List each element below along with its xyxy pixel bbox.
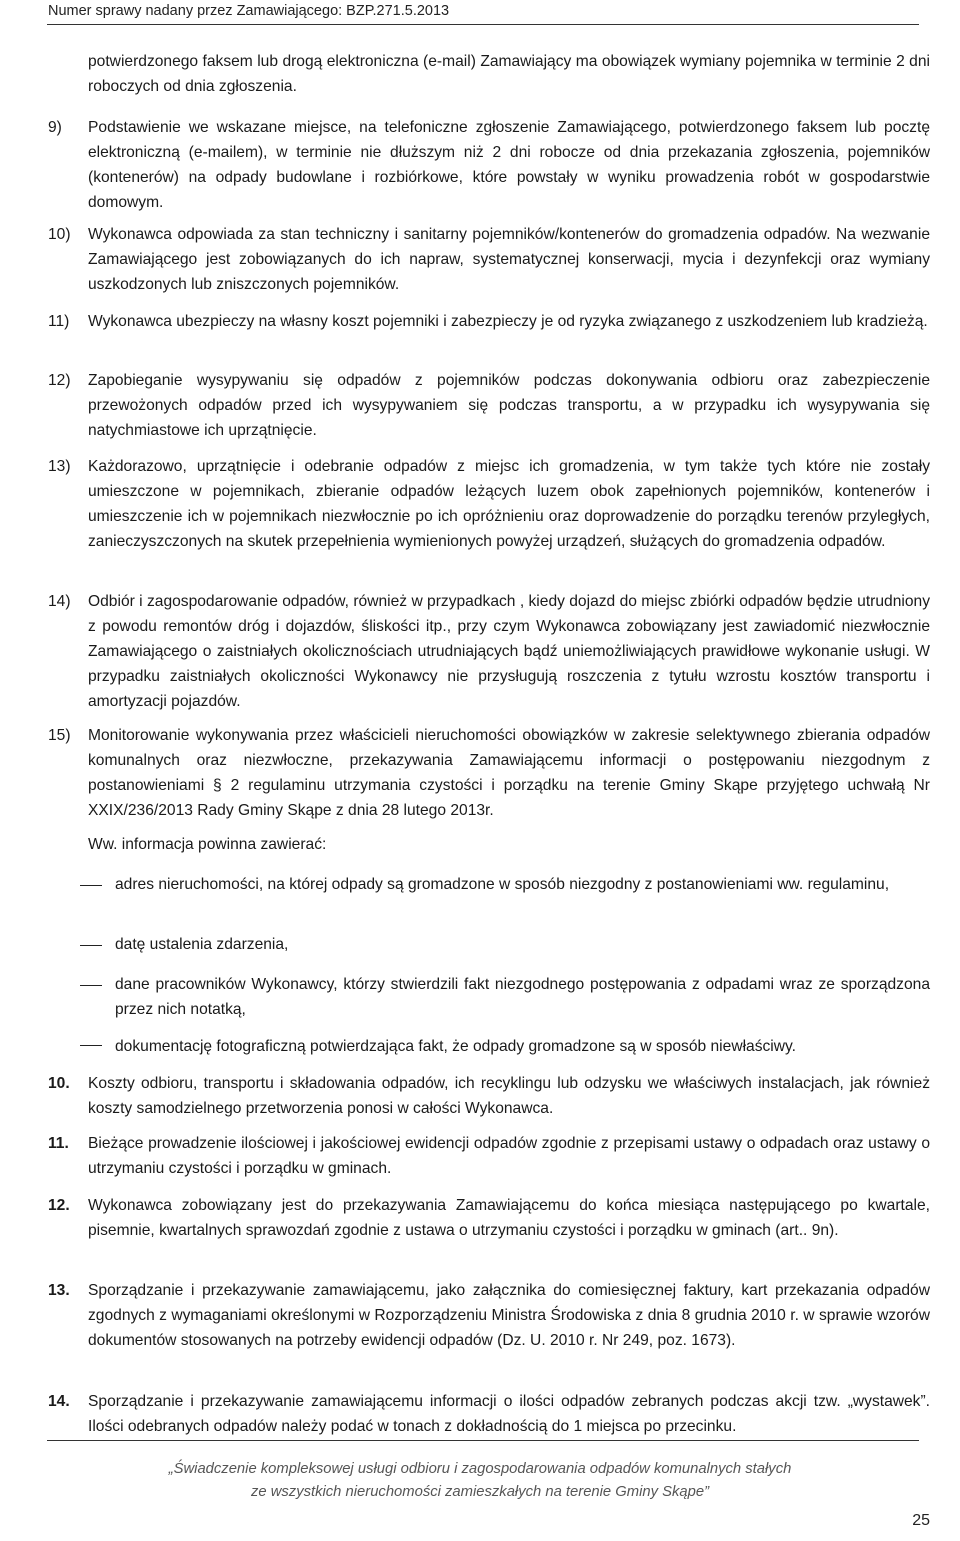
item-number: 11. [48, 1135, 69, 1152]
list-item: dane pracowników Wykonawcy, którzy stwierdzili fakt niezgodnego postępowania z odpadami wraz ze sporządzona przez nich notatką, [115, 976, 930, 1018]
item-text: Sporządzanie i przekazywanie zamawiającemu, jako załącznika do comiesięcznej faktury, kart przekazania odpadów zgodnych z wymaganiami określonymi w Rozporządzeniu Ministra Środowiska z dnia 8 grudnia 2010 r. w sprawie wzorów dokumentów stosowanych na potrzeby ewidencji odpadów (Dz. U. 2010 r. Nr 249, poz. 1673). [88, 1282, 930, 1349]
item-number: 15) [48, 727, 71, 744]
page-number: 25 [912, 1512, 930, 1529]
item-text: Bieżące prowadzenie ilościowej i jakościowej ewidencji odpadów zgodnie z przepisami ustawy o odpadach oraz ustawy o utrzymaniu czystości i porządku w gminach. [88, 1135, 930, 1177]
list-item: adres nieruchomości, na której odpady są gromadzone w sposób niezgodny z postanowieniami ww. regulaminu, [115, 876, 890, 893]
item-text: Wykonawca ubezpieczy na własny koszt pojemniki i zabezpieczy je od ryzyka związanego z uszkodzeniem lub kradzieżą. [88, 313, 928, 330]
item-number: 13. [48, 1282, 70, 1299]
item-text: Zapobieganie wysypywaniu się odpadów z pojemników podczas dokonywania odbioru oraz zabezpieczenie przewożonych odpadów przed ich wysypywaniem się podczas transportu, a w przypadku ich wysypywania się natychmiastowe ich uprzątnięcie. [88, 372, 930, 439]
paragraph-continuation: potwierdzonego faksem lub drogą elektroniczna (e-mail) Zamawiający ma obowiązek wymiany pojemnika w terminie 2 dni roboczych od dnia zgłoszenia. [88, 53, 930, 95]
item-number: 14) [48, 593, 71, 610]
item-number: 14. [48, 1393, 70, 1410]
item-text: Sporządzanie i przekazywanie zamawiającemu informacji o ilości odpadów zebranych podczas akcji tzw. „wystawek”. Ilości odebranych odpadów należy podać w tonach z dokładnością do 1 miejsca po przecinku. [88, 1393, 930, 1435]
info-intro: Ww. informacja powinna zawierać: [88, 836, 327, 853]
item-number: 9) [48, 119, 62, 136]
footer-line-1: „Świadczenie kompleksowej usługi odbioru i zagospodarowania odpadów komunalnych stałych [168, 1461, 792, 1477]
header-divider [47, 24, 919, 25]
dash-bullet-icon [80, 885, 102, 886]
item-number: 12. [48, 1197, 70, 1214]
item-number: 11) [48, 313, 70, 330]
footer-line-2: ze wszystkich nieruchomości zamieszkałych na terenie Gminy Skąpe” [250, 1484, 710, 1500]
item-text: Monitorowanie wykonywania przez właścicieli nieruchomości obowiązków w zakresie selektywnego zbierania odpadów komunalnych oraz niezwłoczne, przekazywania Zamawiającemu informacji o postępowaniu niezgodnym z postanowieniami § 2 regulaminu utrzymania czystości i porządku na terenie Gminy Skąpe przyjętego uchwałą Nr XXIX/236/2013 Rady Gminy Skąpe z dnia 28 lutego 2013r. [88, 727, 930, 819]
dash-bullet-icon [80, 985, 102, 986]
item-number: 10. [48, 1075, 70, 1092]
item-text: Każdorazowo, uprzątnięcie i odebranie odpadów z miejsc ich gromadzenia, w tym także tych które nie zostały umieszczone w pojemnikach, zbieranie odpadów leżących luzem obok zapełnionych pojemników, kontenerów i umieszczenie ich w pojemnikach niezwłocznie po ich opróżnieniu oraz doprowadzenie do porządku terenów przyległych, zanieczyszczonych na skutek przepełnienia wymienionych powyżej urządzeń, służących do gromadzenia odpadów. [88, 458, 930, 550]
item-text: Wykonawca odpowiada za stan techniczny i sanitarny pojemników/kontenerów do gromadzenia odpadów. Na wezwanie Zamawiającego jest zobowiązanych do ich napraw, systematycznej konserwacji, mycia i dezynfekcji oraz wymiany uszkodzonych lub zniszczonych pojemników. [88, 226, 930, 293]
item-text: Koszty odbioru, transportu i składowania odpadów, ich recyklingu lub odzysku we właściwych instalacjach, jak również koszty samodzielnego przetworzenia ponosi w całości Wykonawca. [88, 1075, 930, 1117]
dash-bullet-icon [80, 1045, 102, 1046]
item-text: Wykonawca zobowiązany jest do przekazywania Zamawiającemu do końca miesiąca następującego po kwartale, pisemnie, kwartalnych sprawozdań zgodnie z ustawa o utrzymaniu czystości i porządku w gminach (art.. 9n). [88, 1197, 930, 1239]
list-item: dokumentację fotograficzną potwierdzająca fakt, że odpady gromadzone są w sposób niewłaściwy. [115, 1038, 797, 1055]
page-header: Numer sprawy nadany przez Zamawiającego: BZP.271.5.2013 [48, 3, 450, 19]
dash-bullet-icon [80, 945, 102, 946]
item-text: Odbiór i zagospodarowanie odpadów, również w przypadkach , kiedy dojazd do miejsc zbiórki odpadów będzie utrudniony z powodu remontów dróg i dojazdów, śliskości itp., przy czym Wykonawca zobowiązany jest zawiadomić niezwłocznie Zamawiającego o zaistniałych okolicznościach utrudniających bądź uniemożliwiających prawidłowe wykonanie usługi. W przypadku zaistniałych okoliczności Wykonawcy nie przysługują roszczenia z tytułu wzrostu kosztów transportu i amortyzacji pojazdów. [88, 593, 930, 710]
item-number: 13) [48, 458, 71, 475]
item-number: 10) [48, 226, 71, 243]
item-text: Podstawienie we wskazane miejsce, na telefoniczne zgłoszenie Zamawiającego, potwierdzonego faksem lub pocztę elektroniczną (e-mailem), w terminie nie dłuższym niż 2 dni robocze od dnia przekazania zgłoszenia, pojemników (kontenerów) na odpady budowlane i rozbiórkowe, które powstały w wyniku prowadzenia robót w gospodarstwie domowym. [88, 119, 930, 211]
list-item: datę ustalenia zdarzenia, [115, 936, 289, 953]
footer-divider [47, 1440, 919, 1441]
item-number: 12) [48, 372, 71, 389]
